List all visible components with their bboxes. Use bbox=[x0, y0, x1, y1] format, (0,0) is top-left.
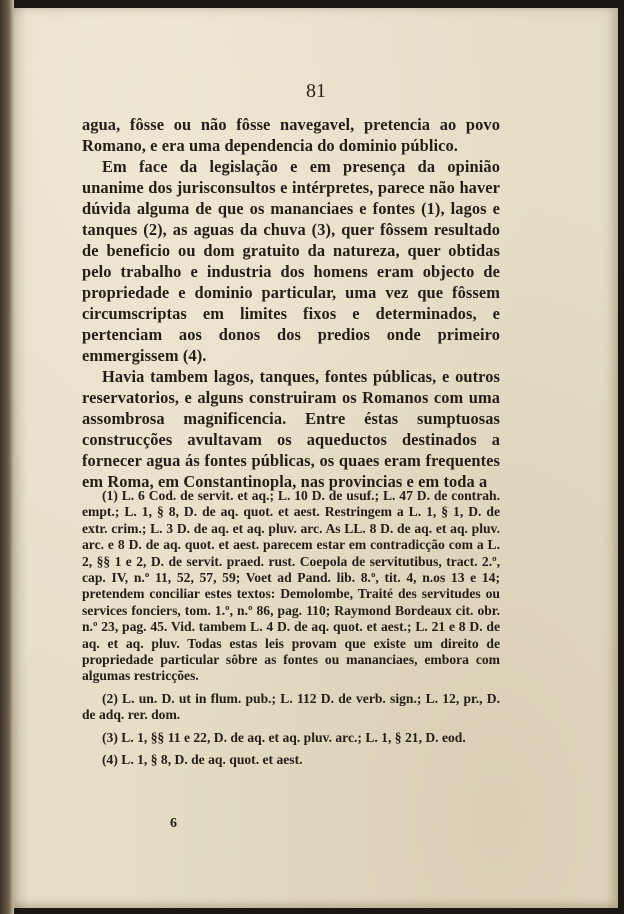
footnote-4: (4) L. 1, § 8, D. de aq. quot. et aest. bbox=[102, 752, 303, 768]
footnote-3: (3) L. 1, §§ 11 e 22, D. de aq. et aq. pluv. arc.; L. 1, § 21, D. eod. bbox=[102, 729, 466, 745]
page-number: 81 bbox=[306, 80, 326, 102]
body-paragraph-3: Havia tambem lagos, tanques, fontes públicas, e outros reservatorios, e alguns construiram os Romanos com uma assombrosa magnificencia. Entre éstas sumptuosas construcções avultavam os aqueductos destinados a fornecer agua ás fontes públicas, os quaes eram frequentes em Roma, em Constantinopla, nas provincias e em toda a bbox=[82, 367, 500, 491]
footnote-1: (1) L. 6 Cod. de servit. et aq.; L. 10 D. de usuf.; L. 47 D. de contrah. empt.; L. 1, § 8, D. de aq. quot. et aest. Restringem a L. 1, § 1, D. de extr. crim.; L. 3 D. de aq. et aq. pluv. arc. As LL. 8 D. de aq. et aq. pluv. arc. e 8 D. de aq. quot. et aest. parecem estar em contradicção com a L. 2, §§ 1 e 2, D. de servit. praed. rust. Coepola de servitutibus, tract. 2.º, cap. IV, n.º 11, 52, 57, 59; Voet ad Pand. lib. 8.º, tit. 4, n.os 13 e 14; pretendem conciliar estes textos: Demolombe, Traité des servitudes ou services fonciers, tom. 1.º, n.º 86, pag. 110; Raymond Bordeaux cit. obr. n.º 23, pag. 45. Vid. tambem L. 4 D. de aq. quot. et aest.; L. 21 e 8 D. de aq. et aq. pluv. Todas estas leis provam que existe um direito de propriedade particular sôbre as fontes ou mananciaes, embora com algumas restricções. bbox=[82, 488, 500, 684]
footnote-2: (2) L. un. D. ut in flum. pub.; L. 112 D. de verb. sign.; L. 12, pr., D. de adq. rer. dom. bbox=[82, 690, 500, 723]
main-text bbox=[82, 114, 500, 492]
signature-mark: 6 bbox=[170, 816, 177, 831]
body-paragraph-2: Em face da legislação e em presença da opinião unanime dos jurisconsultos e intérpretes, parece não haver dúvida alguma de que os mananciaes e fontes (1), lagos e tanques (2), as aguas da chuva (3), quer fôssem resultado de beneficio ou dom gratuito da natureza, quer obtidas pelo trabalho e industria dos homens eram objecto de propriedade e dominio particular, uma vez que fôssem circumscriptas em limites fixos e determinados, e pertenciam aos donos dos predios onde primeiro emmergissem (4). bbox=[82, 157, 500, 365]
footnotes bbox=[82, 488, 500, 775]
book-spine-shadow bbox=[0, 0, 14, 914]
book-page bbox=[14, 8, 618, 908]
body-paragraph-1: agua, fôsse ou não fôsse navegavel, pretencia ao povo Romano, e era uma dependencia do dominio público. bbox=[82, 115, 500, 155]
